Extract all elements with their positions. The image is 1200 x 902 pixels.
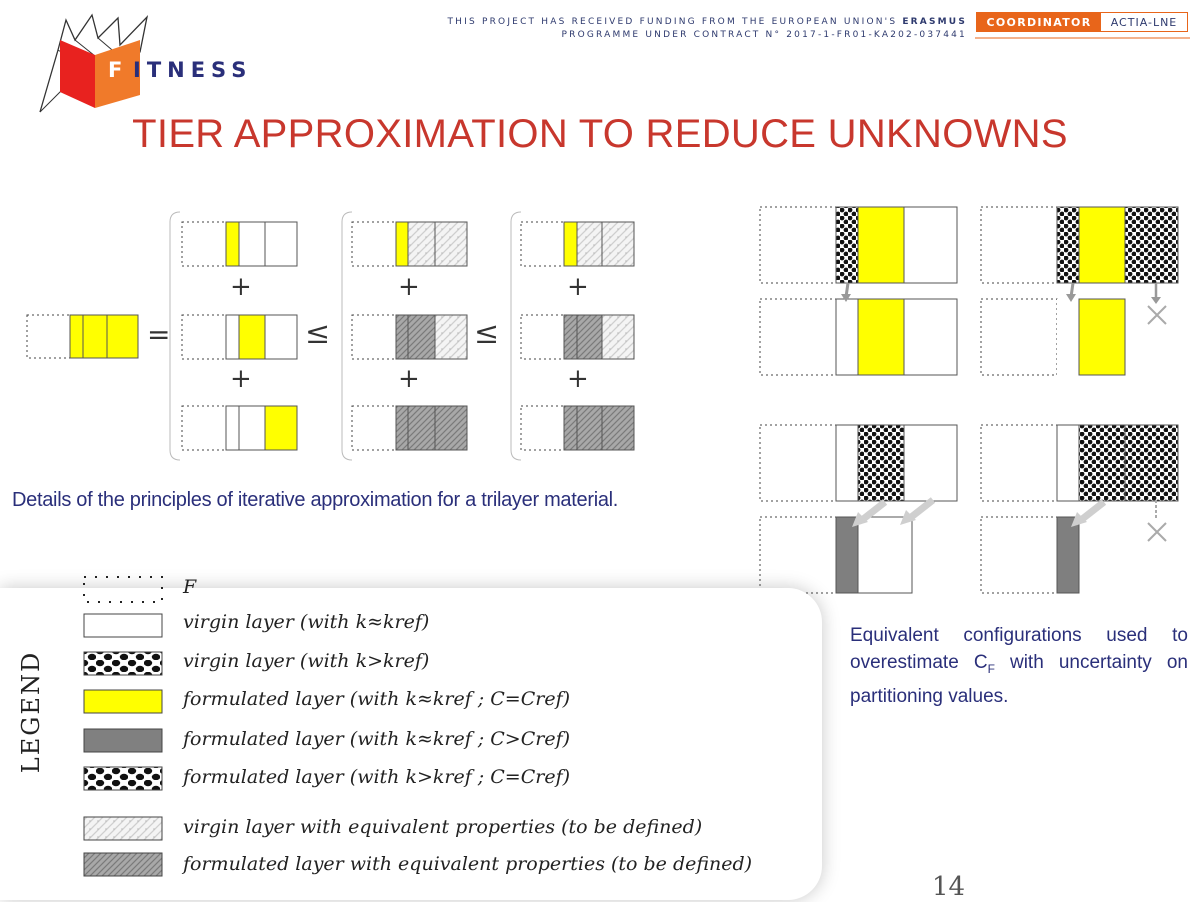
slide-title: TIER APPROXIMATION TO REDUCE UNKNOWNS — [132, 112, 1068, 156]
legend-label: formulated layer (with k≈kref ; C=Cref) — [183, 688, 571, 710]
legend-label: virgin layer (with k>kref) — [183, 650, 430, 672]
caption-equivalent-configurations: Equivalent configurations used to overestimate $C_F$ with uncertainty on partitioning values. — [850, 625, 1188, 707]
legend-label: formulated layer (with k>kref ; C=Cref) — [183, 766, 571, 788]
logo-letter: F — [108, 58, 123, 82]
legend-label: F — [183, 576, 197, 598]
funding-statement-line2: PROGRAMME UNDER CONTRACT N° 2017-1-FR01-KA202-037441 — [561, 30, 967, 40]
leq-sign-1: ≤ — [305, 316, 331, 351]
plus-sign: + — [567, 272, 589, 302]
coordinator-label: COORDINATOR — [977, 13, 1101, 31]
funding-statement-line1: THIS PROJECT HAS RECEIVED FUNDING FROM THE EUROPEAN UNION'S ERASMUS — [447, 17, 967, 27]
plus-sign: + — [230, 272, 252, 302]
caption-iterative-approximation: Details of the principles of iterative approximation for a trilayer material. — [12, 489, 619, 511]
plus-sign: + — [567, 364, 589, 394]
plus-sign: + — [398, 272, 420, 302]
legend-label: virgin layer with equivalent properties (to be defined) — [183, 816, 703, 838]
leq-sign-2: ≤ — [474, 316, 500, 351]
legend-label: virgin layer (with k≈kref) — [183, 611, 430, 633]
coordinator-value: ACTIA-LNE — [1110, 15, 1178, 29]
plus-sign: + — [398, 364, 420, 394]
equals-sign: = — [147, 318, 171, 351]
legend-label: formulated layer with equivalent properties (to be defined) — [183, 853, 753, 875]
logo-text: ITNESS — [133, 58, 253, 82]
legend-title: LEGEND — [17, 650, 45, 774]
page-number: 14 — [932, 872, 966, 902]
plus-sign: + — [230, 364, 252, 394]
legend-label: formulated layer (with k≈kref ; C>Cref) — [183, 728, 571, 750]
